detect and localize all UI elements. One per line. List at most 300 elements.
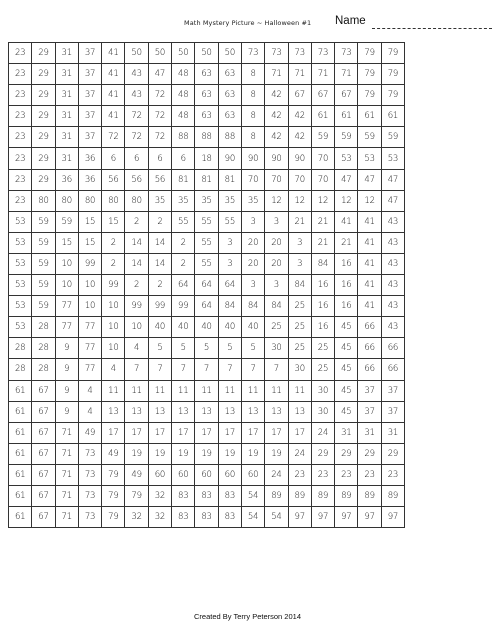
- grid-cell[interactable]: 70: [288, 169, 311, 190]
- grid-cell[interactable]: 89: [288, 485, 311, 506]
- grid-cell[interactable]: 13: [125, 401, 148, 422]
- grid-cell[interactable]: 10: [125, 317, 148, 338]
- grid-cell[interactable]: 67: [32, 422, 55, 443]
- grid-cell[interactable]: 45: [335, 338, 358, 359]
- grid-cell[interactable]: 25: [288, 338, 311, 359]
- grid-cell[interactable]: 7: [241, 359, 264, 380]
- grid-cell[interactable]: 23: [9, 64, 32, 85]
- grid-cell[interactable]: 56: [125, 169, 148, 190]
- grid-cell[interactable]: 23: [9, 43, 32, 64]
- grid-cell[interactable]: 3: [265, 211, 288, 232]
- grid-cell[interactable]: 72: [148, 127, 171, 148]
- grid-cell[interactable]: 2: [125, 275, 148, 296]
- grid-cell[interactable]: 29: [32, 85, 55, 106]
- grid-cell[interactable]: 29: [32, 43, 55, 64]
- grid-cell[interactable]: 23: [9, 106, 32, 127]
- grid-cell[interactable]: 77: [78, 338, 101, 359]
- grid-cell[interactable]: 23: [381, 464, 404, 485]
- grid-cell[interactable]: 80: [102, 190, 125, 211]
- grid-cell[interactable]: 19: [195, 443, 218, 464]
- grid-cell[interactable]: 53: [9, 275, 32, 296]
- grid-cell[interactable]: 3: [265, 275, 288, 296]
- grid-cell[interactable]: 40: [148, 317, 171, 338]
- grid-cell[interactable]: 90: [218, 148, 241, 169]
- grid-cell[interactable]: 2: [172, 232, 195, 253]
- grid-cell[interactable]: 20: [241, 253, 264, 274]
- grid-cell[interactable]: 14: [125, 232, 148, 253]
- grid-cell[interactable]: 42: [288, 106, 311, 127]
- grid-cell[interactable]: 59: [32, 211, 55, 232]
- grid-cell[interactable]: 13: [172, 401, 195, 422]
- grid-cell[interactable]: 89: [311, 485, 334, 506]
- grid-cell[interactable]: 60: [172, 464, 195, 485]
- grid-cell[interactable]: 25: [311, 359, 334, 380]
- grid-cell[interactable]: 60: [195, 464, 218, 485]
- grid-cell[interactable]: 56: [102, 169, 125, 190]
- grid-cell[interactable]: 73: [78, 485, 101, 506]
- grid-cell[interactable]: 37: [381, 380, 404, 401]
- grid-cell[interactable]: 13: [218, 401, 241, 422]
- grid-cell[interactable]: 29: [32, 169, 55, 190]
- grid-cell[interactable]: 54: [241, 485, 264, 506]
- grid-cell[interactable]: 63: [218, 106, 241, 127]
- grid-cell[interactable]: 43: [381, 211, 404, 232]
- grid-cell[interactable]: 15: [78, 211, 101, 232]
- grid-cell[interactable]: 31: [358, 422, 381, 443]
- grid-cell[interactable]: 54: [265, 507, 288, 528]
- grid-cell[interactable]: 43: [125, 85, 148, 106]
- grid-cell[interactable]: 9: [55, 338, 78, 359]
- grid-cell[interactable]: 4: [125, 338, 148, 359]
- grid-cell[interactable]: 47: [381, 190, 404, 211]
- grid-cell[interactable]: 84: [311, 253, 334, 274]
- grid-cell[interactable]: 50: [148, 43, 171, 64]
- grid-cell[interactable]: 48: [172, 106, 195, 127]
- grid-cell[interactable]: 41: [102, 85, 125, 106]
- grid-cell[interactable]: 72: [148, 85, 171, 106]
- grid-cell[interactable]: 2: [148, 275, 171, 296]
- grid-cell[interactable]: 16: [335, 296, 358, 317]
- grid-cell[interactable]: 97: [311, 507, 334, 528]
- grid-cell[interactable]: 19: [241, 443, 264, 464]
- grid-cell[interactable]: 64: [218, 275, 241, 296]
- grid-cell[interactable]: 81: [218, 169, 241, 190]
- grid-cell[interactable]: 89: [358, 485, 381, 506]
- grid-cell[interactable]: 20: [241, 232, 264, 253]
- grid-cell[interactable]: 54: [241, 507, 264, 528]
- grid-cell[interactable]: 89: [265, 485, 288, 506]
- grid-cell[interactable]: 23: [9, 85, 32, 106]
- grid-cell[interactable]: 73: [241, 43, 264, 64]
- grid-cell[interactable]: 23: [9, 190, 32, 211]
- grid-cell[interactable]: 59: [32, 232, 55, 253]
- grid-cell[interactable]: 97: [288, 507, 311, 528]
- grid-cell[interactable]: 35: [241, 190, 264, 211]
- grid-cell[interactable]: 2: [102, 232, 125, 253]
- grid-cell[interactable]: 55: [195, 211, 218, 232]
- grid-cell[interactable]: 67: [32, 507, 55, 528]
- grid-cell[interactable]: 71: [55, 507, 78, 528]
- grid-cell[interactable]: 24: [265, 464, 288, 485]
- grid-cell[interactable]: 48: [172, 64, 195, 85]
- grid-cell[interactable]: 53: [358, 148, 381, 169]
- grid-cell[interactable]: 25: [311, 338, 334, 359]
- grid-cell[interactable]: 80: [78, 190, 101, 211]
- grid-cell[interactable]: 66: [381, 338, 404, 359]
- grid-cell[interactable]: 67: [335, 85, 358, 106]
- grid-cell[interactable]: 67: [32, 401, 55, 422]
- grid-cell[interactable]: 99: [148, 296, 171, 317]
- grid-cell[interactable]: 23: [9, 127, 32, 148]
- grid-cell[interactable]: 10: [102, 296, 125, 317]
- grid-cell[interactable]: 49: [125, 464, 148, 485]
- grid-cell[interactable]: 11: [241, 380, 264, 401]
- grid-cell[interactable]: 11: [172, 380, 195, 401]
- grid-cell[interactable]: 17: [102, 422, 125, 443]
- grid-cell[interactable]: 4: [78, 401, 101, 422]
- grid-cell[interactable]: 23: [288, 464, 311, 485]
- grid-cell[interactable]: 55: [172, 211, 195, 232]
- grid-cell[interactable]: 16: [335, 253, 358, 274]
- grid-cell[interactable]: 31: [335, 422, 358, 443]
- grid-cell[interactable]: 12: [288, 190, 311, 211]
- grid-cell[interactable]: 71: [55, 464, 78, 485]
- grid-cell[interactable]: 61: [358, 106, 381, 127]
- grid-cell[interactable]: 36: [78, 169, 101, 190]
- grid-cell[interactable]: 2: [172, 253, 195, 274]
- grid-cell[interactable]: 28: [9, 338, 32, 359]
- grid-cell[interactable]: 10: [55, 253, 78, 274]
- grid-cell[interactable]: 11: [288, 380, 311, 401]
- grid-cell[interactable]: 31: [55, 85, 78, 106]
- grid-cell[interactable]: 60: [241, 464, 264, 485]
- grid-cell[interactable]: 11: [102, 380, 125, 401]
- grid-cell[interactable]: 73: [265, 43, 288, 64]
- grid-cell[interactable]: 79: [125, 485, 148, 506]
- grid-cell[interactable]: 2: [102, 253, 125, 274]
- grid-cell[interactable]: 25: [288, 317, 311, 338]
- grid-cell[interactable]: 16: [335, 275, 358, 296]
- grid-cell[interactable]: 30: [265, 338, 288, 359]
- grid-cell[interactable]: 29: [32, 127, 55, 148]
- grid-cell[interactable]: 66: [358, 338, 381, 359]
- grid-cell[interactable]: 17: [172, 422, 195, 443]
- grid-cell[interactable]: 7: [172, 359, 195, 380]
- grid-cell[interactable]: 47: [335, 169, 358, 190]
- grid-cell[interactable]: 67: [32, 485, 55, 506]
- grid-cell[interactable]: 23: [311, 464, 334, 485]
- grid-cell[interactable]: 11: [265, 380, 288, 401]
- grid-cell[interactable]: 97: [358, 507, 381, 528]
- grid-cell[interactable]: 31: [55, 43, 78, 64]
- grid-cell[interactable]: 50: [125, 43, 148, 64]
- grid-cell[interactable]: 89: [381, 485, 404, 506]
- grid-cell[interactable]: 43: [381, 296, 404, 317]
- grid-cell[interactable]: 90: [241, 148, 264, 169]
- grid-cell[interactable]: 9: [55, 359, 78, 380]
- grid-cell[interactable]: 61: [335, 106, 358, 127]
- name-input-line[interactable]: [372, 28, 492, 29]
- grid-cell[interactable]: 23: [9, 148, 32, 169]
- grid-cell[interactable]: 61: [9, 401, 32, 422]
- grid-cell[interactable]: 70: [311, 169, 334, 190]
- grid-cell[interactable]: 84: [218, 296, 241, 317]
- grid-cell[interactable]: 10: [102, 317, 125, 338]
- grid-cell[interactable]: 81: [195, 169, 218, 190]
- grid-cell[interactable]: 70: [311, 148, 334, 169]
- grid-cell[interactable]: 19: [125, 443, 148, 464]
- grid-cell[interactable]: 5: [241, 338, 264, 359]
- grid-cell[interactable]: 59: [55, 211, 78, 232]
- grid-cell[interactable]: 41: [358, 296, 381, 317]
- grid-cell[interactable]: 37: [381, 401, 404, 422]
- grid-cell[interactable]: 13: [195, 401, 218, 422]
- grid-cell[interactable]: 20: [265, 253, 288, 274]
- grid-cell[interactable]: 29: [381, 443, 404, 464]
- grid-cell[interactable]: 90: [265, 148, 288, 169]
- grid-cell[interactable]: 31: [381, 422, 404, 443]
- grid-cell[interactable]: 77: [78, 359, 101, 380]
- grid-cell[interactable]: 70: [241, 169, 264, 190]
- grid-cell[interactable]: 18: [195, 148, 218, 169]
- grid-cell[interactable]: 35: [148, 190, 171, 211]
- grid-cell[interactable]: 6: [172, 148, 195, 169]
- grid-cell[interactable]: 29: [32, 64, 55, 85]
- grid-cell[interactable]: 50: [218, 43, 241, 64]
- grid-cell[interactable]: 47: [381, 169, 404, 190]
- grid-cell[interactable]: 84: [265, 296, 288, 317]
- grid-cell[interactable]: 4: [102, 359, 125, 380]
- grid-cell[interactable]: 24: [288, 443, 311, 464]
- grid-cell[interactable]: 3: [241, 211, 264, 232]
- grid-cell[interactable]: 41: [358, 211, 381, 232]
- grid-cell[interactable]: 43: [125, 64, 148, 85]
- grid-cell[interactable]: 99: [78, 253, 101, 274]
- grid-cell[interactable]: 5: [218, 338, 241, 359]
- grid-cell[interactable]: 19: [148, 443, 171, 464]
- grid-cell[interactable]: 37: [78, 85, 101, 106]
- grid-cell[interactable]: 53: [9, 317, 32, 338]
- grid-cell[interactable]: 28: [32, 317, 55, 338]
- grid-cell[interactable]: 7: [265, 359, 288, 380]
- grid-cell[interactable]: 90: [288, 148, 311, 169]
- grid-cell[interactable]: 42: [265, 85, 288, 106]
- grid-cell[interactable]: 36: [55, 169, 78, 190]
- grid-cell[interactable]: 41: [358, 232, 381, 253]
- grid-cell[interactable]: 60: [148, 464, 171, 485]
- grid-cell[interactable]: 59: [32, 296, 55, 317]
- grid-cell[interactable]: 19: [218, 443, 241, 464]
- grid-cell[interactable]: 40: [195, 317, 218, 338]
- grid-cell[interactable]: 37: [358, 401, 381, 422]
- grid-cell[interactable]: 88: [218, 127, 241, 148]
- grid-cell[interactable]: 53: [9, 253, 32, 274]
- grid-cell[interactable]: 9: [55, 401, 78, 422]
- grid-cell[interactable]: 7: [125, 359, 148, 380]
- grid-cell[interactable]: 21: [335, 232, 358, 253]
- grid-cell[interactable]: 71: [55, 485, 78, 506]
- grid-cell[interactable]: 55: [218, 211, 241, 232]
- grid-cell[interactable]: 13: [265, 401, 288, 422]
- grid-cell[interactable]: 17: [288, 422, 311, 443]
- grid-cell[interactable]: 67: [32, 464, 55, 485]
- grid-cell[interactable]: 49: [102, 443, 125, 464]
- grid-cell[interactable]: 73: [311, 43, 334, 64]
- grid-cell[interactable]: 3: [288, 232, 311, 253]
- grid-cell[interactable]: 66: [358, 359, 381, 380]
- grid-cell[interactable]: 79: [381, 64, 404, 85]
- grid-cell[interactable]: 41: [102, 106, 125, 127]
- grid-cell[interactable]: 31: [55, 148, 78, 169]
- grid-cell[interactable]: 71: [55, 422, 78, 443]
- grid-cell[interactable]: 14: [148, 253, 171, 274]
- grid-cell[interactable]: 63: [195, 106, 218, 127]
- grid-cell[interactable]: 42: [265, 106, 288, 127]
- grid-cell[interactable]: 43: [381, 253, 404, 274]
- grid-cell[interactable]: 71: [311, 64, 334, 85]
- grid-cell[interactable]: 37: [78, 64, 101, 85]
- grid-cell[interactable]: 29: [335, 443, 358, 464]
- grid-cell[interactable]: 50: [172, 43, 195, 64]
- grid-cell[interactable]: 13: [102, 401, 125, 422]
- grid-cell[interactable]: 17: [195, 422, 218, 443]
- grid-cell[interactable]: 35: [218, 190, 241, 211]
- grid-cell[interactable]: 88: [172, 127, 195, 148]
- grid-cell[interactable]: 17: [265, 422, 288, 443]
- grid-cell[interactable]: 61: [381, 106, 404, 127]
- grid-cell[interactable]: 79: [358, 85, 381, 106]
- grid-cell[interactable]: 37: [78, 43, 101, 64]
- grid-cell[interactable]: 83: [218, 507, 241, 528]
- grid-cell[interactable]: 43: [381, 317, 404, 338]
- grid-cell[interactable]: 29: [311, 443, 334, 464]
- grid-cell[interactable]: 60: [218, 464, 241, 485]
- grid-cell[interactable]: 10: [78, 296, 101, 317]
- grid-cell[interactable]: 5: [195, 338, 218, 359]
- grid-cell[interactable]: 80: [55, 190, 78, 211]
- grid-cell[interactable]: 53: [9, 211, 32, 232]
- grid-cell[interactable]: 66: [381, 359, 404, 380]
- grid-cell[interactable]: 17: [241, 422, 264, 443]
- grid-cell[interactable]: 12: [335, 190, 358, 211]
- grid-cell[interactable]: 10: [55, 275, 78, 296]
- grid-cell[interactable]: 53: [381, 148, 404, 169]
- grid-cell[interactable]: 83: [172, 485, 195, 506]
- grid-cell[interactable]: 19: [265, 443, 288, 464]
- grid-cell[interactable]: 83: [218, 485, 241, 506]
- grid-cell[interactable]: 41: [358, 275, 381, 296]
- grid-cell[interactable]: 16: [311, 275, 334, 296]
- grid-cell[interactable]: 4: [78, 380, 101, 401]
- grid-cell[interactable]: 32: [125, 507, 148, 528]
- grid-cell[interactable]: 59: [311, 127, 334, 148]
- grid-cell[interactable]: 21: [311, 232, 334, 253]
- grid-cell[interactable]: 8: [241, 106, 264, 127]
- grid-cell[interactable]: 11: [195, 380, 218, 401]
- grid-cell[interactable]: 23: [9, 169, 32, 190]
- grid-cell[interactable]: 16: [311, 317, 334, 338]
- grid-cell[interactable]: 32: [148, 485, 171, 506]
- grid-cell[interactable]: 37: [358, 380, 381, 401]
- grid-cell[interactable]: 73: [78, 464, 101, 485]
- grid-cell[interactable]: 28: [32, 338, 55, 359]
- grid-cell[interactable]: 30: [311, 380, 334, 401]
- grid-cell[interactable]: 88: [195, 127, 218, 148]
- grid-cell[interactable]: 30: [311, 401, 334, 422]
- grid-cell[interactable]: 79: [358, 64, 381, 85]
- grid-cell[interactable]: 10: [102, 338, 125, 359]
- grid-cell[interactable]: 40: [172, 317, 195, 338]
- grid-cell[interactable]: 67: [311, 85, 334, 106]
- grid-cell[interactable]: 53: [9, 232, 32, 253]
- grid-cell[interactable]: 89: [335, 485, 358, 506]
- grid-cell[interactable]: 77: [78, 317, 101, 338]
- grid-cell[interactable]: 5: [172, 338, 195, 359]
- grid-cell[interactable]: 64: [195, 296, 218, 317]
- grid-cell[interactable]: 3: [241, 275, 264, 296]
- grid-cell[interactable]: 12: [265, 190, 288, 211]
- grid-cell[interactable]: 3: [218, 232, 241, 253]
- grid-cell[interactable]: 84: [241, 296, 264, 317]
- grid-cell[interactable]: 61: [9, 422, 32, 443]
- grid-cell[interactable]: 37: [78, 127, 101, 148]
- grid-cell[interactable]: 73: [288, 43, 311, 64]
- grid-cell[interactable]: 79: [102, 485, 125, 506]
- grid-cell[interactable]: 55: [195, 253, 218, 274]
- grid-cell[interactable]: 84: [288, 275, 311, 296]
- grid-cell[interactable]: 63: [195, 64, 218, 85]
- grid-cell[interactable]: 66: [358, 317, 381, 338]
- grid-cell[interactable]: 25: [265, 317, 288, 338]
- grid-cell[interactable]: 28: [9, 359, 32, 380]
- grid-cell[interactable]: 61: [9, 485, 32, 506]
- grid-cell[interactable]: 32: [148, 507, 171, 528]
- grid-cell[interactable]: 71: [55, 443, 78, 464]
- grid-cell[interactable]: 12: [311, 190, 334, 211]
- grid-cell[interactable]: 40: [218, 317, 241, 338]
- grid-cell[interactable]: 63: [218, 85, 241, 106]
- grid-cell[interactable]: 8: [241, 64, 264, 85]
- grid-cell[interactable]: 99: [125, 296, 148, 317]
- grid-cell[interactable]: 19: [172, 443, 195, 464]
- grid-cell[interactable]: 42: [265, 127, 288, 148]
- grid-cell[interactable]: 50: [195, 43, 218, 64]
- grid-cell[interactable]: 73: [78, 443, 101, 464]
- grid-cell[interactable]: 35: [172, 190, 195, 211]
- grid-cell[interactable]: 23: [335, 464, 358, 485]
- grid-cell[interactable]: 71: [288, 64, 311, 85]
- grid-cell[interactable]: 3: [288, 253, 311, 274]
- grid-cell[interactable]: 6: [102, 148, 125, 169]
- grid-cell[interactable]: 48: [172, 85, 195, 106]
- grid-cell[interactable]: 63: [218, 64, 241, 85]
- grid-cell[interactable]: 72: [148, 106, 171, 127]
- grid-cell[interactable]: 79: [381, 85, 404, 106]
- grid-cell[interactable]: 79: [358, 43, 381, 64]
- grid-cell[interactable]: 70: [265, 169, 288, 190]
- grid-cell[interactable]: 21: [311, 211, 334, 232]
- grid-cell[interactable]: 99: [172, 296, 195, 317]
- grid-cell[interactable]: 55: [195, 232, 218, 253]
- grid-cell[interactable]: 35: [195, 190, 218, 211]
- grid-cell[interactable]: 29: [32, 106, 55, 127]
- grid-cell[interactable]: 71: [265, 64, 288, 85]
- grid-cell[interactable]: 13: [288, 401, 311, 422]
- grid-cell[interactable]: 15: [78, 232, 101, 253]
- grid-cell[interactable]: 45: [335, 317, 358, 338]
- grid-cell[interactable]: 29: [32, 148, 55, 169]
- grid-cell[interactable]: 28: [32, 359, 55, 380]
